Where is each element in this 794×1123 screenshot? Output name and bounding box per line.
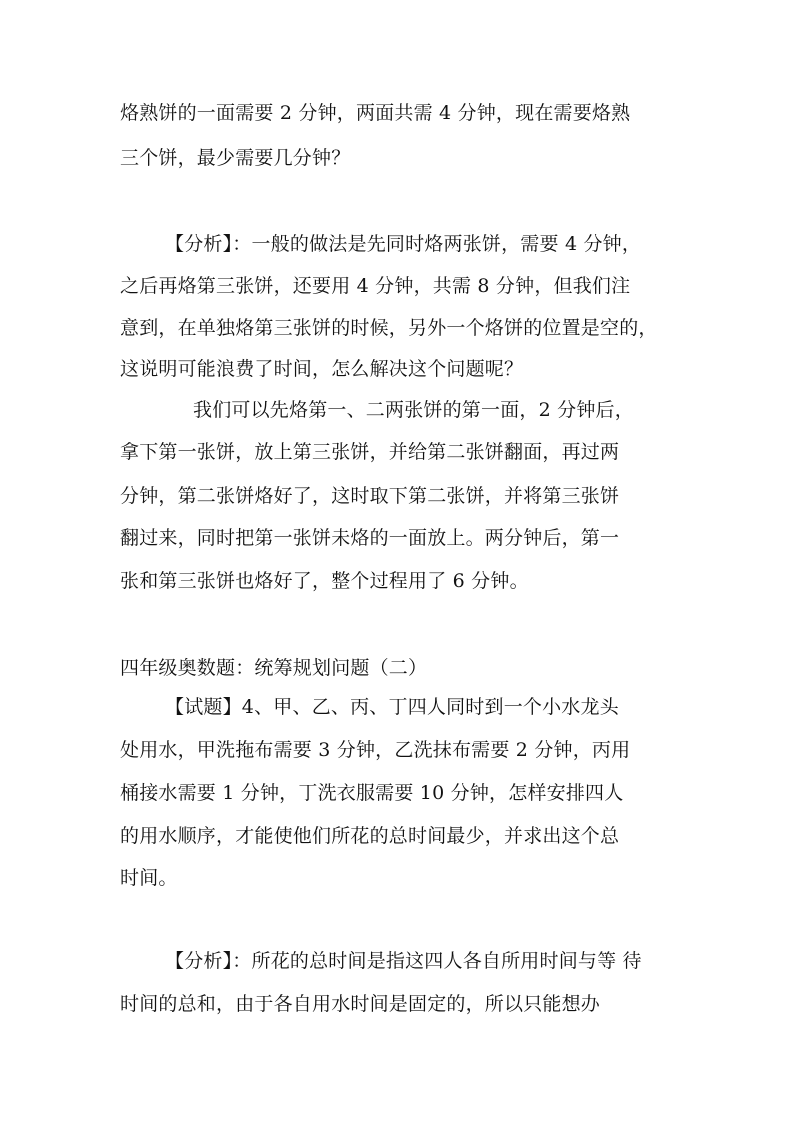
text-line: 烙熟饼的一面需要 2 分钟，两面共需 4 分钟，现在需要烙熟 <box>120 102 631 124</box>
solution-line: 分钟，第二张饼烙好了，这时取下第二张饼，并将第三张饼 <box>120 485 620 507</box>
solution-line: 翻过来，同时把第一张饼未烙的一面放上。两分钟后，第一 <box>120 527 620 549</box>
analysis-line: 这说明可能浪费了时间，怎么解决这个问题呢？ <box>120 358 524 380</box>
question-line: 处用水，甲洗拖布需要 3 分钟，乙洗抹布需要 2 分钟，丙用 <box>120 739 631 761</box>
solution-line: 拿下第一张饼，放上第三张饼，并给第二张饼翻面，再过两 <box>120 441 620 463</box>
analysis-line: 之后再烙第三张饼，还要用 4 分钟，共需 8 分钟，但我们注 <box>120 275 631 297</box>
question-line: 【试题】4、甲、乙、丙、丁四人同时到一个小水龙头 <box>165 696 619 718</box>
analysis-line: 【分析】：一般的做法是先同时烙两张饼，需要 4 分钟， <box>165 233 642 255</box>
section-heading: 四年级奥数题：统筹规划问题（二） <box>120 657 428 679</box>
solution-line: 张和第三张饼也烙好了，整个过程用了 6 分钟。 <box>120 570 529 592</box>
analysis-line: 时间的总和，由于各自用水时间是固定的，所以只能想办 <box>120 993 601 1015</box>
question-line: 桶接水需要 1 分钟，丁洗衣服需要 10 分钟，怎样安排四人 <box>120 782 624 804</box>
analysis-line: 意到，在单独烙第三张饼的时候，另外一个烙饼的位置是空的， <box>120 317 658 339</box>
text-line: 三个饼，最少需要几分钟？ <box>120 147 351 169</box>
question-line: 的用水顺序，才能使他们所花的总时间最少，并求出这个总 <box>120 825 620 847</box>
analysis-line: 【分析】：所花的总时间是指这四人各自所用时间与等 待 <box>165 950 642 972</box>
solution-line: 我们可以先烙第一、二两张饼的第一面，2 分钟后， <box>193 399 634 421</box>
question-line: 时间。 <box>120 867 178 889</box>
